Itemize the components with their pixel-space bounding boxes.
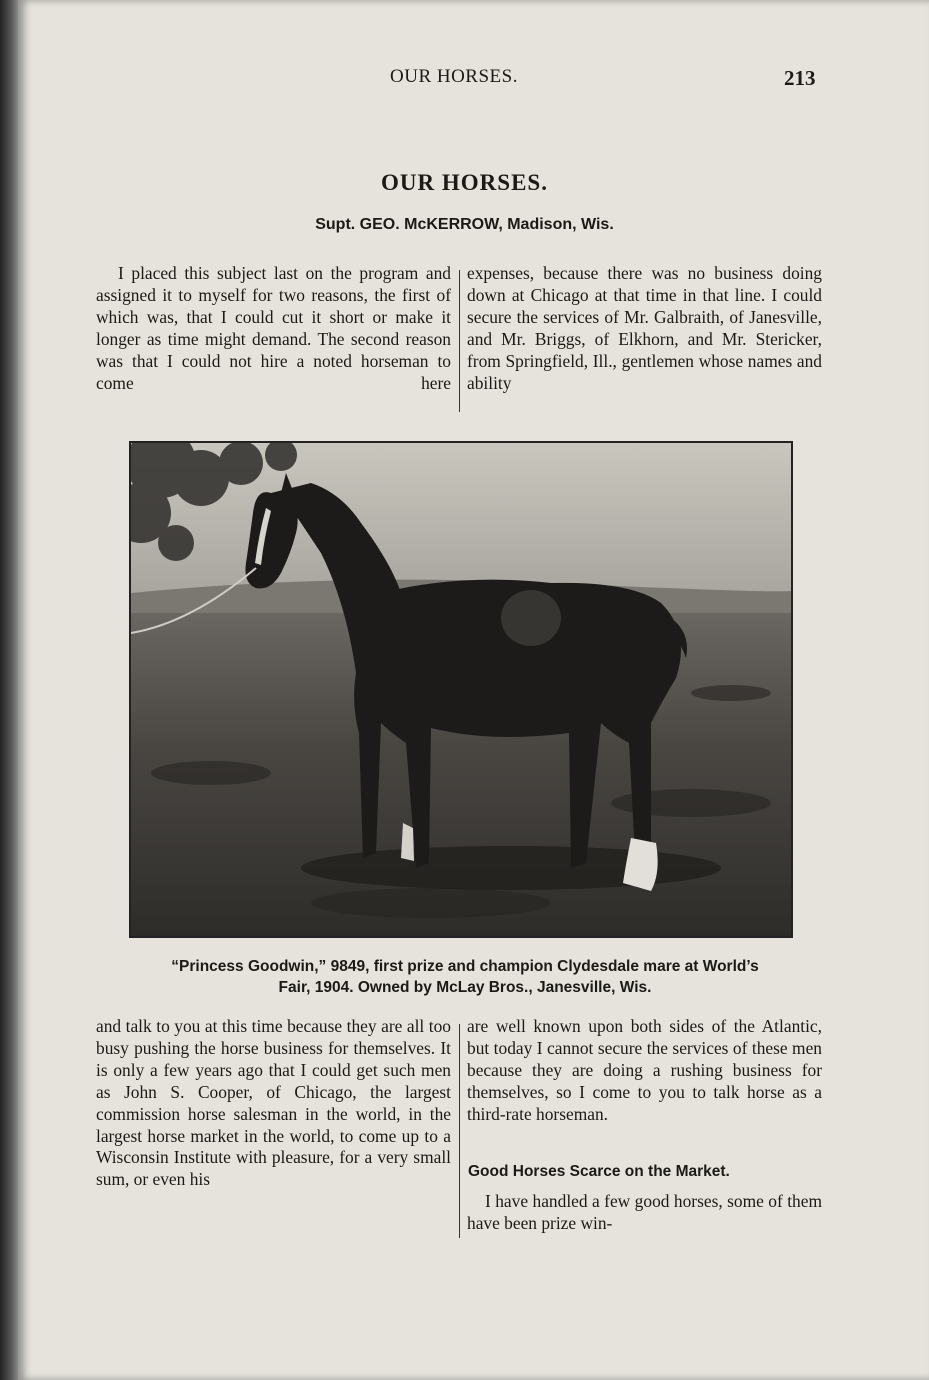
paragraph-bottom-right-2: I have handled a few good horses, some of them have been prize win-	[467, 1191, 822, 1233]
running-head: OUR HORSES.	[390, 66, 518, 87]
horse-photograph	[129, 441, 793, 938]
paragraph-bottom-right: are well known upon both sides of the Atlantic, but today I cannot secure the services of these men because they are doing a rushing business for themselves, so I come to you to talk horse as a third-rate horseman.	[467, 1016, 822, 1124]
paragraph-bottom-left: and talk to you at this time because they are all too busy pushing the horse business for themselves. It is only a few years ago that I could get such men as John S. Cooper, of Chicago, the largest commission horse salesman in the world, in the largest horse market in the world, to come up to a Wisconsin Institute with pleasure, for a very small sum, or even his	[96, 1016, 451, 1190]
binding-edge	[0, 0, 18, 1380]
paragraph-top-right: expenses, because there was no business doing down at Chicago at that time in that line. I could secure the services of Mr. Galbraith, of Janesville, and Mr. Briggs, of Elkhorn, and Mr. Stericker, from Springfield, Ill., gentlemen whose names and ability	[467, 263, 822, 393]
column-divider-bottom	[459, 1024, 460, 1238]
page-number: 213	[784, 66, 816, 90]
paragraph-top-left: I placed this subject last on the program and assigned it to myself for two reasons, the first of which was, that I could cut it short or make it longer as time might demand. The second reason was that I could not hire a noted horseman to come here	[96, 263, 451, 393]
article-title: OUR HORSES.	[381, 170, 548, 195]
caption-line-2: Fair, 1904. Owned by McLay Bros., Janesville, Wis.	[278, 979, 652, 996]
column-divider-top	[459, 270, 460, 412]
article-byline: Supt. GEO. McKERROW, Madison, Wis.	[315, 216, 614, 233]
clydesdale-mare-image	[131, 443, 791, 936]
photo-caption	[60, 956, 870, 998]
section-subheading: Good Horses Scarce on the Market.	[468, 1163, 730, 1180]
caption-line-1: “Princess Goodwin,” 9849, first prize and champion Clydesdale mare at World’s	[171, 958, 759, 975]
